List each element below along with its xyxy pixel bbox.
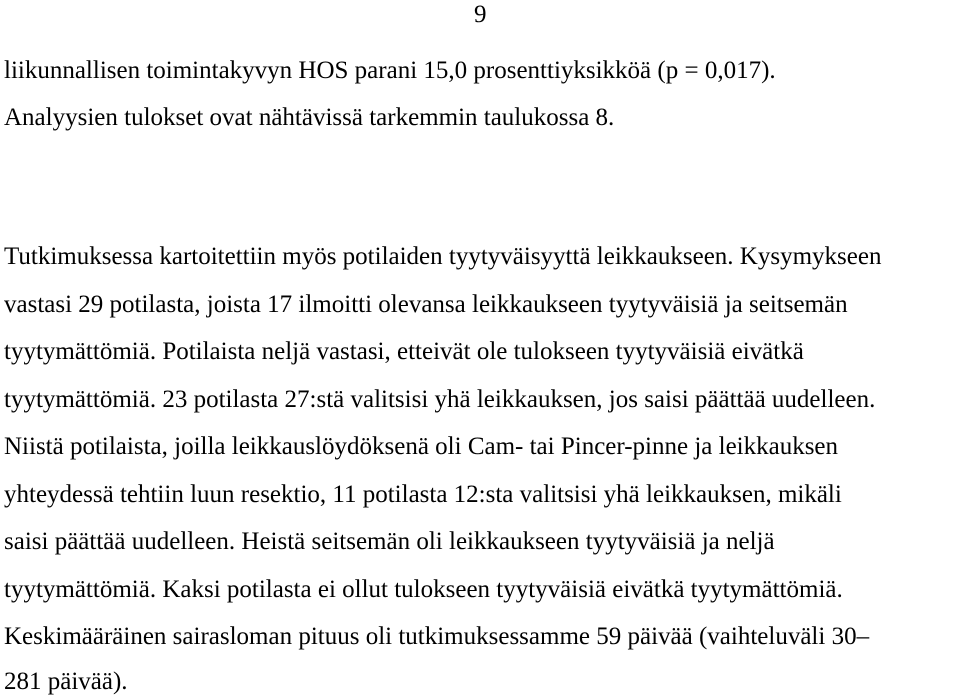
text-line: Analyysien tulokset ovat nähtävissä tarkemmin taulukossa 8. xyxy=(4,104,615,131)
text-line: vastasi 29 potilasta, joista 17 ilmoitti olevansa leikkaukseen tyytyväisiä ja seitsemän xyxy=(4,291,848,318)
text-line: Keskimääräinen sairasloman pituus oli tutkimuksessamme 59 päivää (vaihteluväli 30– xyxy=(4,623,870,650)
text-line: tyytymättömiä. 23 potilasta 27:stä valitsisi yhä leikkauksen, jos saisi päättää uudelleen. xyxy=(4,386,876,413)
text-line: saisi päättää uudelleen. Heistä seitsemän oli leikkaukseen tyytyväisiä ja neljä xyxy=(4,528,775,555)
text-line: Niistä potilaista, joilla leikkauslöydöksenä oli Cam- tai Pincer-pinne ja leikkauksen xyxy=(4,433,839,460)
text-line: tyytymättömiä. Kaksi potilasta ei ollut tulokseen tyytyväisiä eivätkä tyytymättömiä. xyxy=(4,576,843,603)
text-line: Tutkimuksessa kartoitettiin myös potilaiden tyytyväisyyttä leikkaukseen. Kysymykseen xyxy=(4,243,882,270)
page-number: 9 xyxy=(474,1,487,28)
text-line: tyytymättömiä. Potilaista neljä vastasi, etteivät ole tulokseen tyytyväisiä eivätkä xyxy=(4,338,804,365)
text-line: 281 päivää). xyxy=(4,668,128,695)
text-line: liikunnallisen toimintakyvyn HOS parani 15,0 prosenttiyksikköä (p = 0,017). xyxy=(4,57,776,84)
text-line: yhteydessä tehtiin luun resektio, 11 potilasta 12:sta valitsisi yhä leikkauksen, mikäli xyxy=(4,481,842,508)
